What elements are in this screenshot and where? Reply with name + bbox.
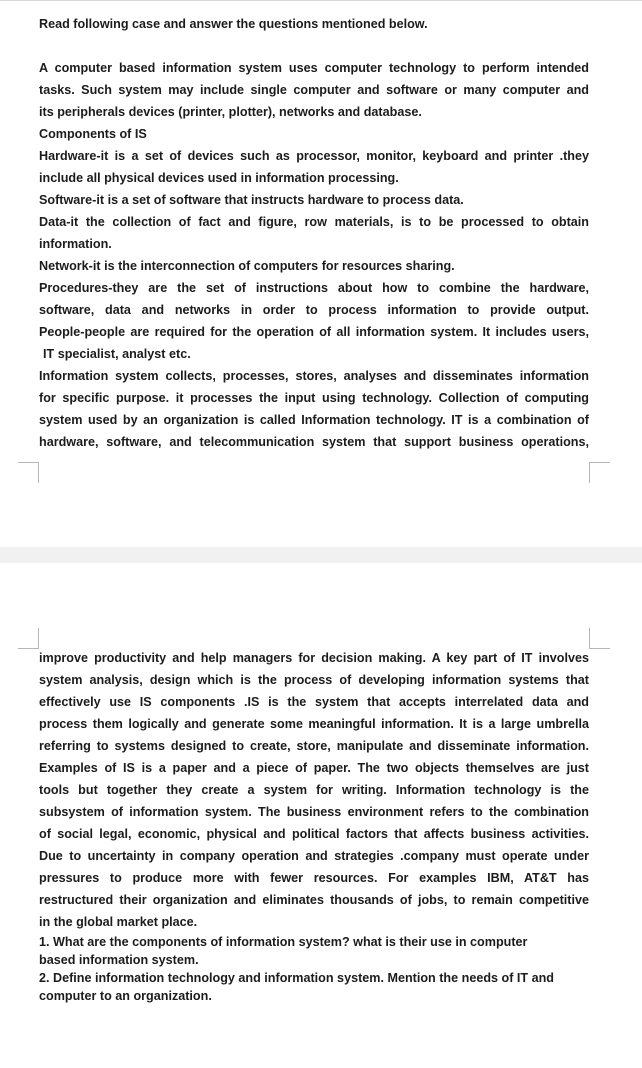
text-line: Procedures-they are the set of instructions about how to combine the hardware,	[39, 281, 589, 295]
text-line: Information system collects, processes, stores, analyses and disseminates information	[39, 369, 589, 383]
question-1-continued: based information system.	[39, 953, 199, 967]
text-line: tools but together they create a system for writing. Information technology is the	[39, 783, 589, 797]
text-line: hardware, software, and telecommunication system that support business operations,	[39, 435, 589, 449]
text-line: restructured their organization and eliminates thousands of jobs, to remain competitive	[39, 893, 589, 907]
text-line: Due to uncertainty in company operation and strategies .company must operate under	[39, 849, 589, 863]
text-line: Software-it is a set of software that instructs hardware to process data.	[39, 193, 464, 207]
text-line: for specific purpose. it processes the input using technology. Collection of computing	[39, 391, 589, 405]
text-line: pressures to produce more with fewer resources. For examples IBM, AT&T has	[39, 871, 589, 885]
heading-instruction: Read following case and answer the questions mentioned below.	[39, 17, 428, 31]
text-line: tasks. Such system may include single computer and software or many computer and	[39, 83, 589, 97]
text-line: A computer based information system uses computer technology to perform intended	[39, 61, 589, 75]
text-line: system analysis, design which is the process of developing information systems that	[39, 673, 589, 687]
text-line: in the global market place.	[39, 915, 198, 929]
text-line: Data-it the collection of fact and figure, row materials, is to be processed to obtain	[39, 215, 589, 229]
margin-corner-mark	[589, 628, 610, 649]
text-line: referring to systems designed to create, store, manipulate and disseminate information.	[39, 739, 589, 753]
blank-line	[39, 35, 589, 57]
text-line: People-people are required for the operation of all information system. It includes users,	[39, 325, 589, 339]
question-2-continued: computer to an organization.	[39, 989, 212, 1003]
question-2: 2. Define information technology and information system. Mention the needs of IT and	[39, 971, 554, 985]
page-2-text	[39, 647, 589, 1005]
text-line: include all physical devices used in information processing.	[39, 171, 399, 185]
text-line: IT specialist, analyst etc.	[43, 347, 191, 361]
page-1-text	[39, 13, 589, 453]
text-line: Examples of IS is a paper and a piece of paper. The two objects themselves are just	[39, 761, 589, 775]
text-line: effectively use IS components .IS is the system that accepts interrelated data and	[39, 695, 589, 709]
text-line: of social legal, economic, physical and political factors that affects business activities.	[39, 827, 589, 841]
text-line: improve productivity and help managers for decision making. A key part of IT involves	[39, 651, 589, 665]
text-line: system used by an organization is called Information technology. IT is a combination of	[39, 413, 589, 427]
document-page-2	[0, 563, 642, 1068]
text-line: process them logically and generate some meaningful information. It is a large umbrella	[39, 717, 589, 731]
text-line: software, data and networks in order to process information to provide output.	[39, 303, 589, 317]
margin-corner-mark	[18, 628, 39, 649]
margin-corner-mark	[589, 462, 610, 483]
text-line: subsystem of information system. The business environment refers to the combination	[39, 805, 589, 819]
text-line: Network-it is the interconnection of computers for resources sharing.	[39, 259, 455, 273]
text-line: its peripherals devices (printer, plotter), networks and database.	[39, 105, 422, 119]
margin-corner-mark	[18, 462, 39, 483]
question-1: 1. What are the components of information system? what is their use in computer	[39, 935, 528, 949]
text-line: information.	[39, 237, 112, 251]
section-heading: Components of IS	[39, 127, 147, 141]
text-line: Hardware-it is a set of devices such as processor, monitor, keyboard and printer .they	[39, 149, 589, 163]
